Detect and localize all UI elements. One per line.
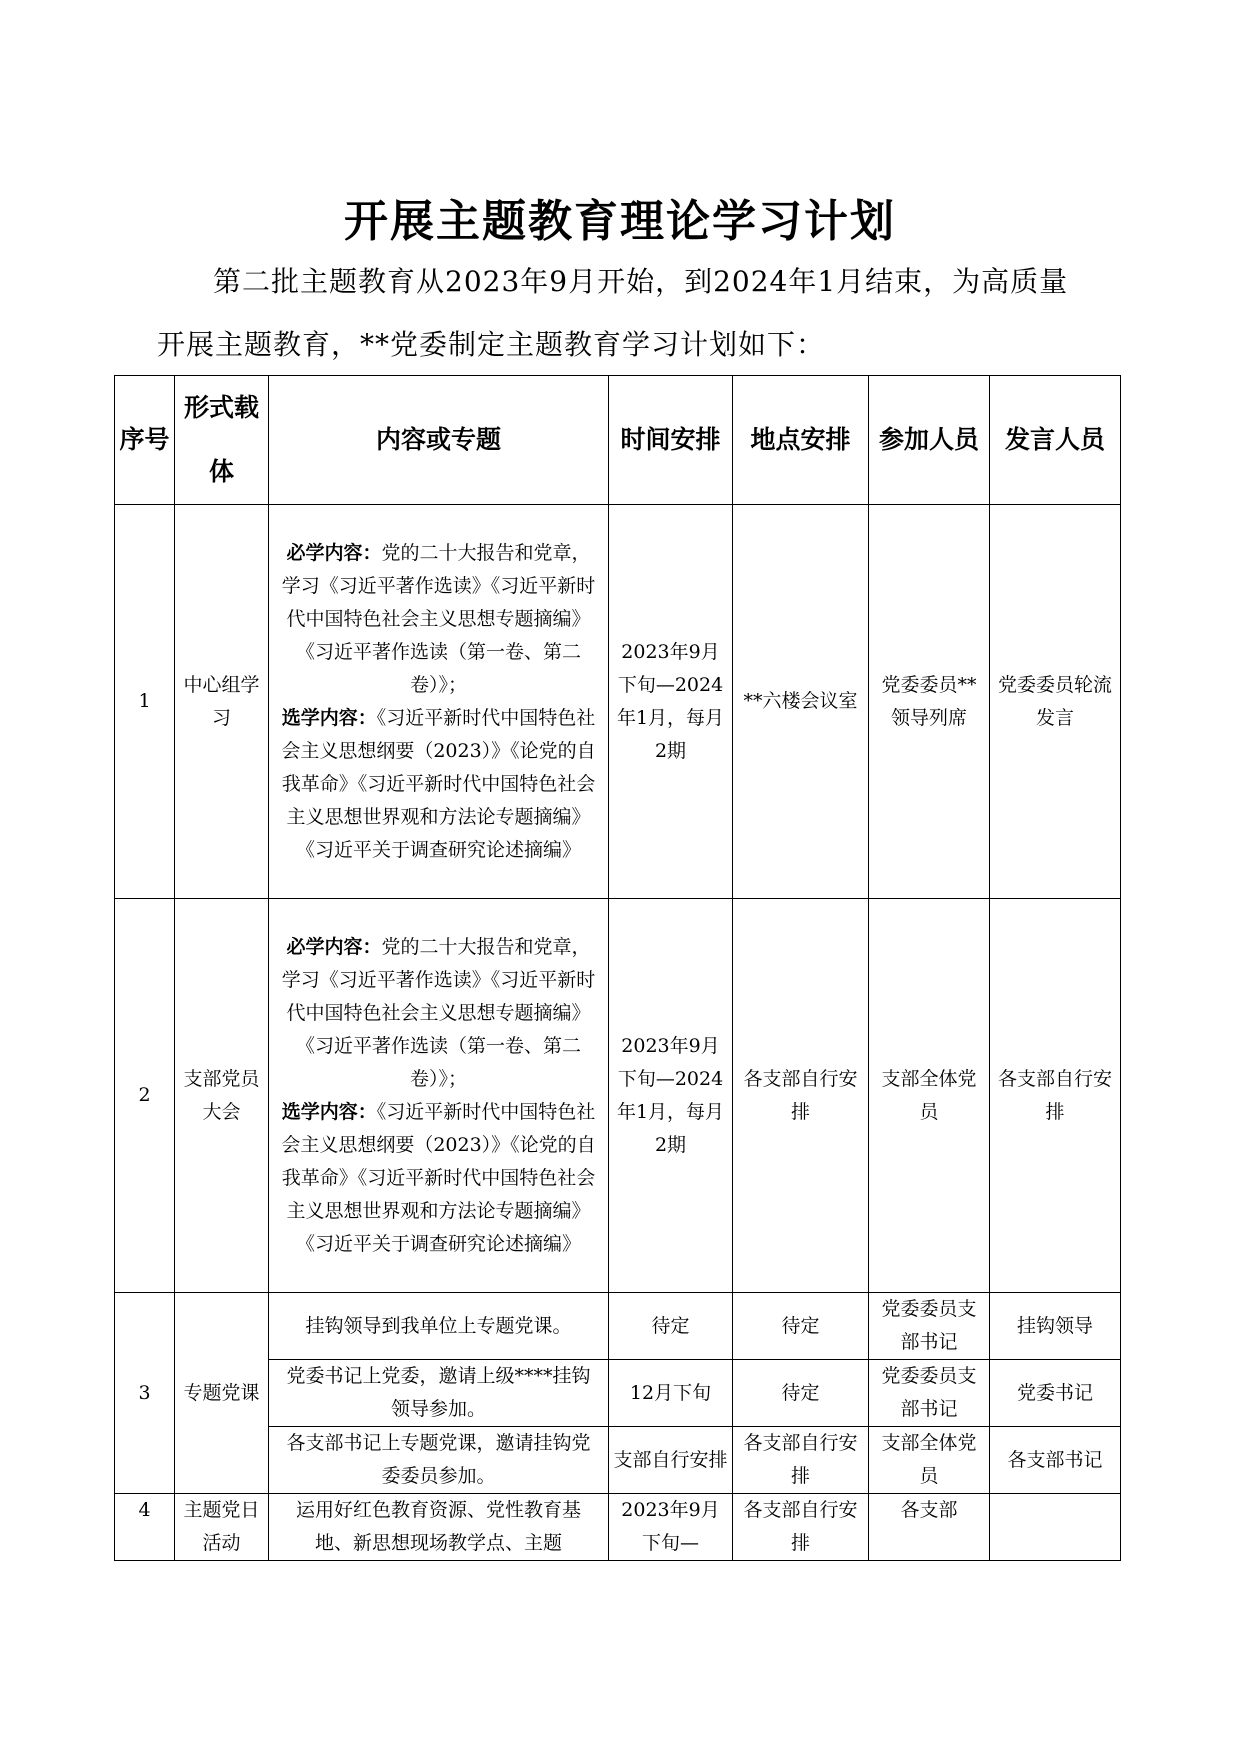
header-speakers: 发言人员: [990, 376, 1121, 505]
table-row: [115, 1293, 1121, 1360]
row-form: 支部党员大会: [175, 899, 269, 1293]
header-time: 时间安排: [609, 376, 733, 505]
row-content: [269, 505, 609, 899]
row-form: 主题党日活动: [175, 1494, 269, 1561]
intro-paragraph: 第二批主题教育从2023年9月开始，到2024年1月结束，为高质量开展主题教育，**党委制定主题教育学习计划如下：: [157, 265, 1069, 361]
elective-label: 选学内容：: [281, 706, 377, 729]
header-seq: 序号: [115, 376, 175, 505]
header-content: 内容或专题: [269, 376, 609, 505]
row-place: 各支部自行安排: [733, 1494, 869, 1561]
row-seq: 2: [115, 899, 175, 1293]
row-participants: 党委委员支部书记: [869, 1360, 990, 1427]
row-participants: 党委委员**领导列席: [869, 505, 990, 899]
required-label: 必学内容：: [286, 935, 382, 958]
row-place: 待定: [733, 1293, 869, 1360]
header-participants: 参加人员: [869, 376, 990, 505]
required-text: 党的二十大报告和党章，学习《习近平著作选读》《习近平新时代中国特色社会主义思想专题摘编》《习近平著作选读（第一卷、第二卷）》；: [281, 935, 596, 1090]
row-content: 各支部书记上专题党课，邀请挂钩党委委员参加。: [269, 1427, 609, 1494]
row-speakers: 挂钩领导: [990, 1293, 1121, 1360]
required-text: 党的二十大报告和党章，学习《习近平著作选读》《习近平新时代中国特色社会主义思想专题摘编》《习近平著作选读（第一卷、第二卷）》；: [281, 541, 596, 696]
row-participants: 支部全体党员: [869, 899, 990, 1293]
row-participants: 党委委员支部书记: [869, 1293, 990, 1360]
row-speakers: 各支部自行安排: [990, 899, 1121, 1293]
table-row: [115, 505, 1121, 899]
row-speakers: 党委委员轮流发言: [990, 505, 1121, 899]
row-time: 支部自行安排: [609, 1427, 733, 1494]
row-speakers: [990, 1494, 1121, 1561]
elective-text: 《习近平新时代中国特色社会主义思想纲要（2023）》《论党的自我革命》《习近平新时代中国特色社会主义思想世界观和方法论专题摘编》《习近平关于调查研究论述摘编》: [281, 706, 596, 861]
table-header-row: [115, 376, 1121, 505]
row-time: 12月下旬: [609, 1360, 733, 1427]
row-time: 2023年9月下旬—2024年1月，每月2期: [609, 505, 733, 899]
row-form: 中心组学习: [175, 505, 269, 899]
row-content: 运用好红色教育资源、党性教育基地、新思想现场教学点、主题: [269, 1494, 609, 1561]
row-time: 待定: [609, 1293, 733, 1360]
row-content: 挂钩领导到我单位上专题党课。: [269, 1293, 609, 1360]
row-participants: 支部全体党员: [869, 1427, 990, 1494]
table-row: [115, 899, 1121, 1293]
row-form: 专题党课: [175, 1293, 269, 1494]
row-place: 待定: [733, 1360, 869, 1427]
row-content: [269, 899, 609, 1293]
document-title: 开展主题教育理论学习计划: [344, 196, 896, 247]
elective-label: 选学内容：: [281, 1100, 377, 1123]
row-content: 党委书记上党委，邀请上级****挂钩领导参加。: [269, 1360, 609, 1427]
required-label: 必学内容：: [286, 541, 382, 564]
row-place: 各支部自行安排: [733, 899, 869, 1293]
row-speakers: 各支部书记: [990, 1427, 1121, 1494]
row-time: 2023年9月下旬—2024年1月，每月2期: [609, 899, 733, 1293]
row-place: 各支部自行安排: [733, 1427, 869, 1494]
row-seq: 4: [115, 1494, 175, 1561]
row-time: 2023年9月下旬—: [609, 1494, 733, 1561]
elective-text: 《习近平新时代中国特色社会主义思想纲要（2023）》《论党的自我革命》《习近平新时代中国特色社会主义思想世界观和方法论专题摘编》《习近平关于调查研究论述摘编》: [281, 1100, 596, 1255]
row-speakers: 党委书记: [990, 1360, 1121, 1427]
header-form: 形式载体: [175, 376, 269, 505]
row-seq: 1: [115, 505, 175, 899]
row-seq: 3: [115, 1293, 175, 1494]
row-participants: 各支部: [869, 1494, 990, 1561]
header-place: 地点安排: [733, 376, 869, 505]
table-row: [115, 1494, 1121, 1561]
row-place: **六楼会议室: [733, 505, 869, 899]
study-plan-table: [114, 375, 1121, 1561]
